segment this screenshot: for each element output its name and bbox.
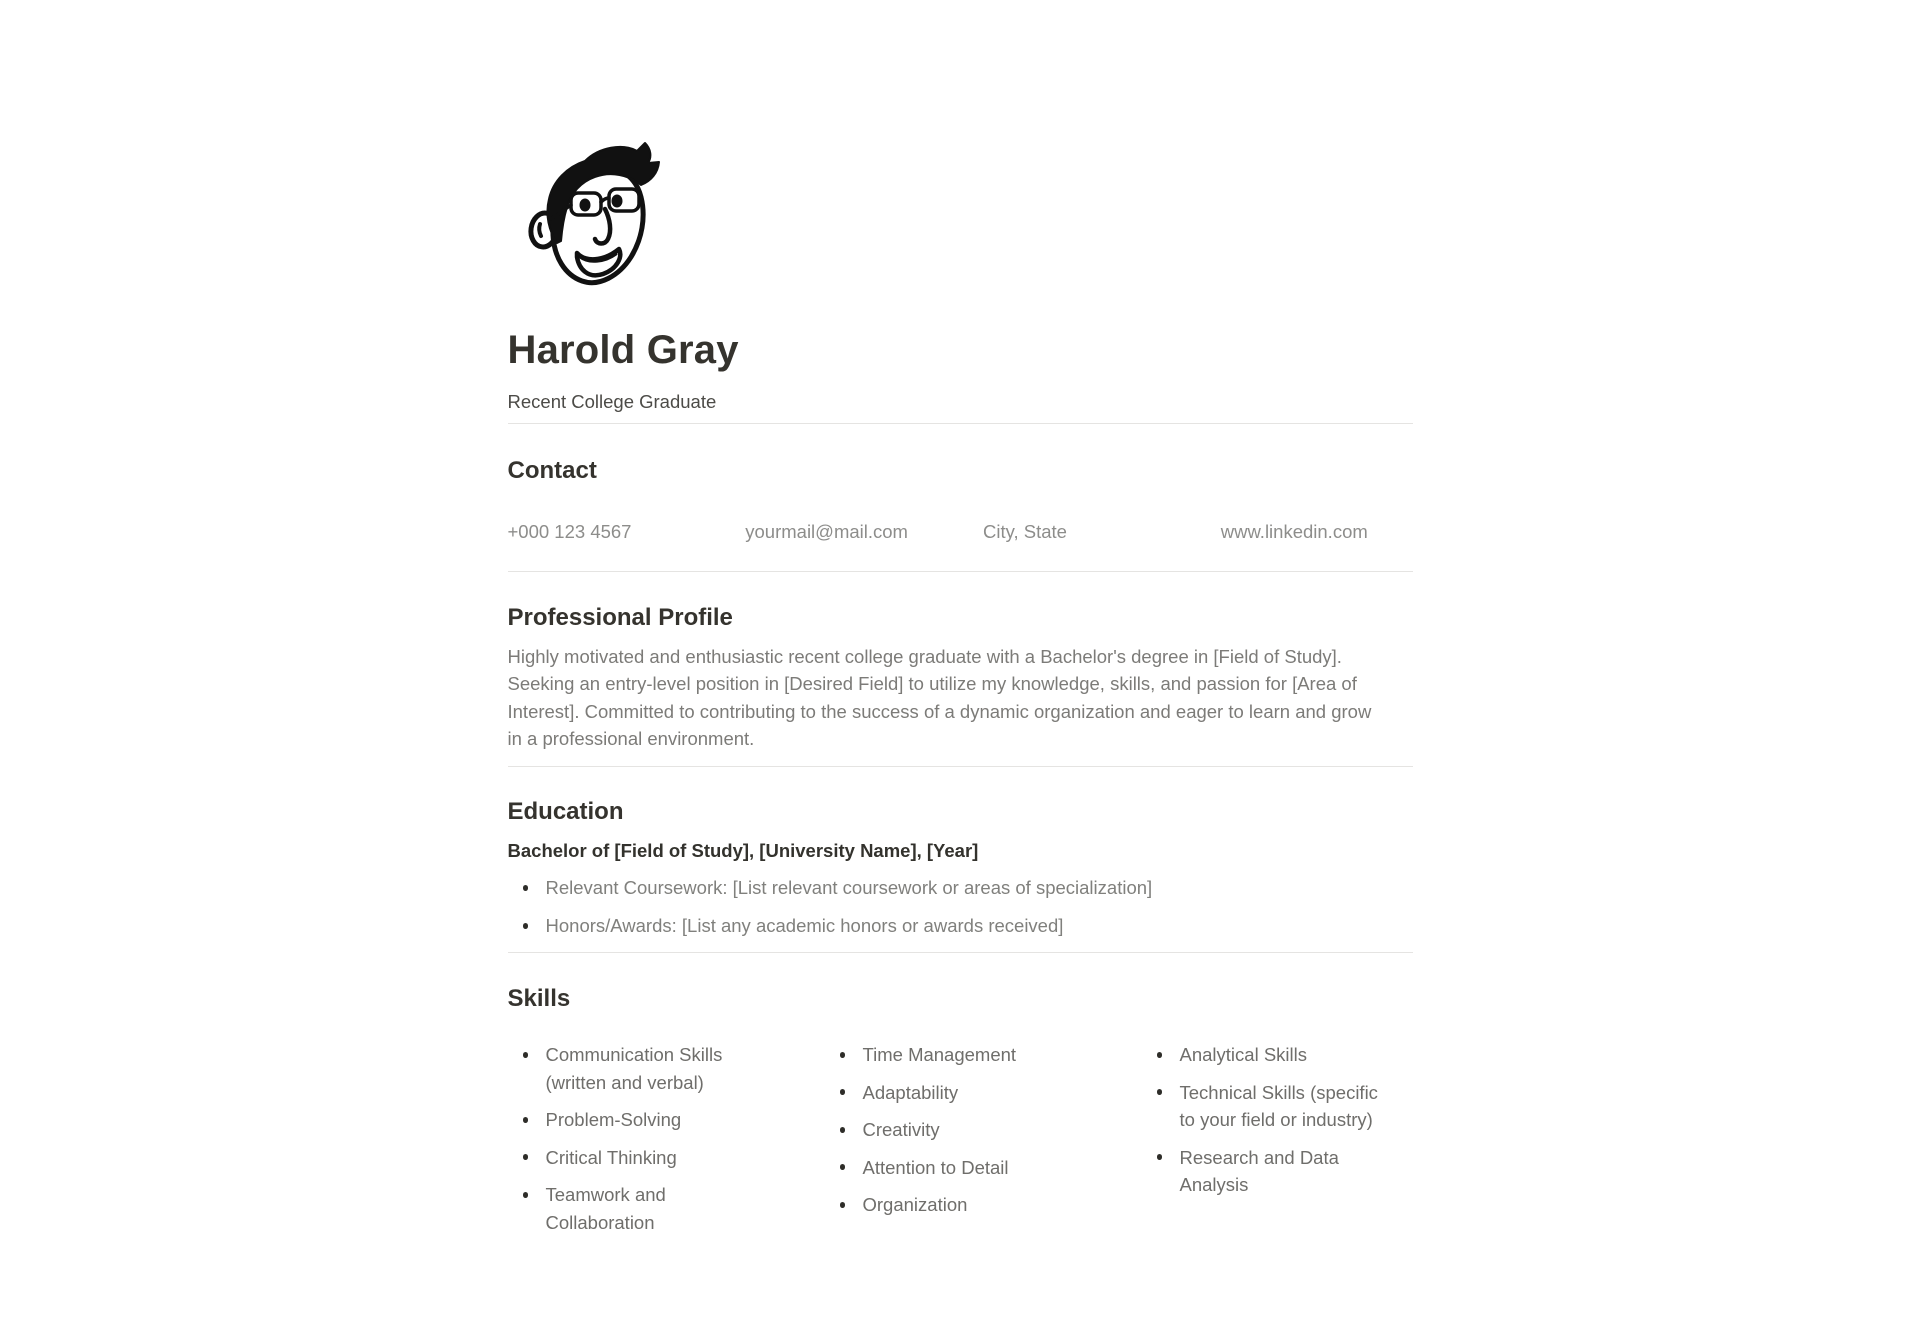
contact-email[interactable]: yourmail@mail.com	[745, 521, 908, 542]
list-item: Adaptability	[825, 1079, 1096, 1107]
list-item: Relevant Coursework: [List relevant coursework or areas of specialization]	[508, 874, 1413, 901]
skills-column-1	[508, 1041, 779, 1246]
contact-heading: Contact	[507, 457, 597, 484]
list-item: Honors/Awards: [List any academic honors or awards received]	[508, 912, 1413, 939]
contact-section	[508, 456, 1413, 545]
education-section	[508, 797, 1413, 939]
list-item: Critical Thinking	[508, 1144, 779, 1172]
profile-heading: Professional Profile	[507, 604, 733, 631]
divider	[508, 571, 1413, 572]
profile-section	[508, 603, 1413, 752]
education-list	[508, 874, 1413, 939]
contact-row	[508, 518, 1413, 545]
skills-section	[508, 984, 1413, 1246]
education-degree: Bachelor of [Field of Study], [University Name], [Year]	[507, 840, 979, 862]
skills-columns	[508, 1041, 1413, 1246]
profile-text: Highly motivated and enthusiastic recent college graduate with a Bachelor's degree in [Field of Study]. Seeking an entry-level position in [Desired Field] to utilize my knowledge, skills, and passion for [Area of Interest]. Committed to contributing to the success of a dynamic organization and eager to learn and grow in a professional environment.	[507, 646, 1372, 749]
education-heading: Education	[507, 798, 624, 826]
list-item: Time Management	[825, 1041, 1096, 1069]
list-item: Teamwork and Collaboration	[508, 1181, 779, 1236]
list-item: Creativity	[825, 1116, 1096, 1144]
list-item: Organization	[825, 1191, 1096, 1219]
page-title: Harold Gray	[507, 328, 739, 372]
contact-location: City, State	[983, 521, 1067, 542]
resume-page	[508, 135, 1413, 1246]
skills-column-2	[825, 1041, 1096, 1246]
skills-column-3	[1142, 1041, 1413, 1246]
list-item: Technical Skills (specific to your field or industry)	[1142, 1079, 1413, 1134]
divider	[508, 423, 1413, 424]
skills-heading: Skills	[507, 985, 571, 1013]
list-item: Communication Skills (written and verbal)	[508, 1041, 779, 1096]
contact-phone: +000 123 4567	[507, 521, 632, 542]
list-item: Problem-Solving	[508, 1106, 779, 1134]
doodle-man-avatar-icon	[527, 135, 667, 295]
divider	[508, 766, 1413, 767]
contact-website[interactable]: www.linkedin.com	[1220, 521, 1368, 542]
list-item: Attention to Detail	[825, 1154, 1096, 1182]
avatar[interactable]	[527, 135, 667, 295]
list-item: Research and Data Analysis	[1142, 1144, 1413, 1199]
subtitle: Recent College Graduate	[507, 391, 717, 412]
divider	[508, 952, 1413, 953]
list-item: Analytical Skills	[1142, 1041, 1413, 1069]
